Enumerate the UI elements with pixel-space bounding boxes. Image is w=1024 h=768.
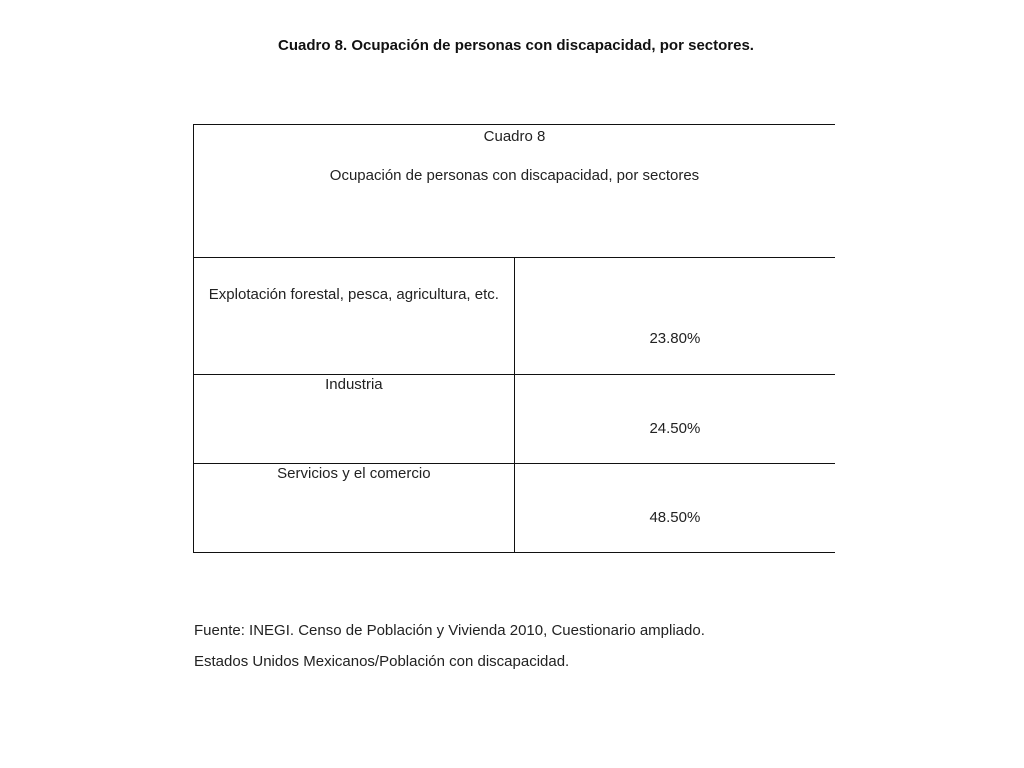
value-cell <box>514 464 835 553</box>
table-row <box>194 258 836 375</box>
source-note: Fuente: INEGI. Censo de Población y Vivienda 2010, Cuestionario ampliado. <box>194 622 705 639</box>
table-caption <box>194 125 836 258</box>
sector-label: Industria <box>325 376 383 393</box>
occupation-table <box>193 124 835 553</box>
value-cell <box>514 375 835 464</box>
document-title: Cuadro 8. Ocupación de personas con discapacidad, por sectores. <box>278 37 754 54</box>
sector-value: 24.50% <box>649 420 701 437</box>
table-caption-number: Cuadro 8 <box>483 128 546 145</box>
table-caption-title: Ocupación de personas con discapacidad, por sectores <box>329 167 700 184</box>
sector-cell <box>194 464 515 553</box>
source-note-scope: Estados Unidos Mexicanos/Población con discapacidad. <box>194 653 570 670</box>
sector-cell <box>194 258 515 375</box>
sector-cell <box>194 375 515 464</box>
table-row <box>194 375 836 464</box>
sector-label: Explotación forestal, pesca, agricultura, etc. <box>208 286 499 303</box>
sector-value: 48.50% <box>649 509 701 526</box>
table-row <box>194 464 836 553</box>
sector-value: 23.80% <box>649 330 701 347</box>
value-cell <box>514 258 835 375</box>
sector-label: Servicios y el comercio <box>277 465 431 482</box>
